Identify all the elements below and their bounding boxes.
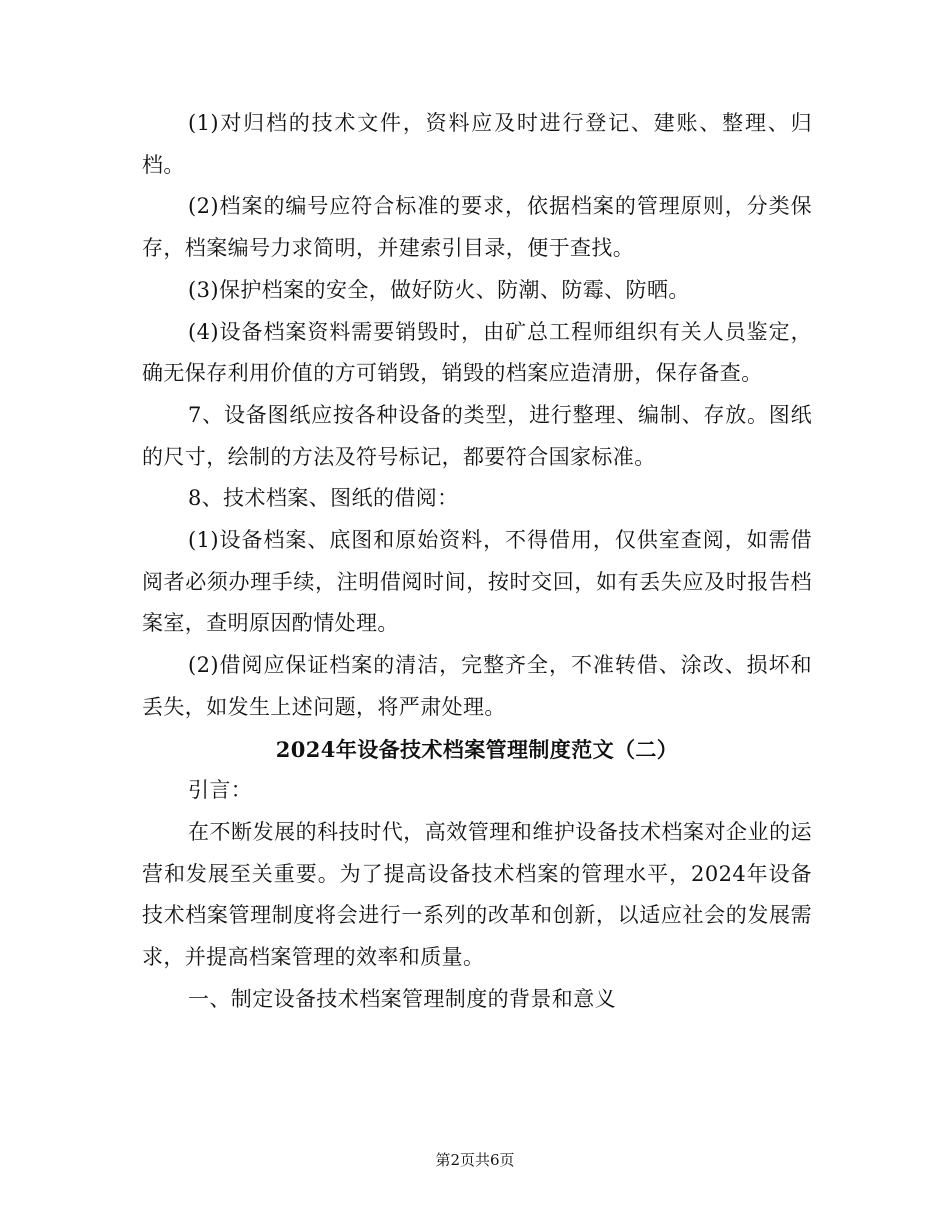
paragraph-borrowing-heading: 8、技术档案、图纸的借阅： <box>188 486 459 511</box>
page-number-footer: 第2页共6页 <box>435 1151 515 1169</box>
paragraph-archive-destruction: (4)设备档案资料需要销毁时，由矿总工程师组织有关人员鉴定，确无保存利用价值的方可销毁，销毁的档案应造清册，保存备查。 <box>142 319 812 386</box>
paragraph-borrowing-care: (2)借阅应保证档案的清洁，完整齐全，不准转借、涂改、损坏和丢失，如发生上述问题，将严肃处理。 <box>142 653 812 719</box>
paragraph-intro-body: 在不断发展的科技时代，高效管理和维护设备技术档案对企业的运营和发展至关重要。为了提高设备技术档案的管理水平，2024年设备技术档案管理制度将会进行一系列的改革和创新，以适应社会的发展需求，并提高档案管理的效率和质量。 <box>142 819 812 970</box>
paragraph-archive-safety: (3)保护档案的安全，做好防火、防潮、防霉、防晒。 <box>188 277 690 302</box>
paragraph-section-one-title: 一、制定设备技术档案管理制度的背景和意义 <box>188 986 616 1011</box>
paragraph-drawings-storage: 7、设备图纸应按各种设备的类型，进行整理、编制、存放。图纸的尺寸，绘制的方法及符号标记，都要符合国家标准。 <box>142 402 812 469</box>
paragraph-archive-numbering: (2)档案的编号应符合标准的要求，依据档案的管理原则，分类保存，档案编号力求简明，并建索引目录，便于查找。 <box>142 194 812 261</box>
paragraph-archive-registration: (1)对归档的技术文件，资料应及时进行登记、建账、整理、归档。 <box>142 111 812 177</box>
paragraph-intro-label: 引言： <box>188 778 253 803</box>
section-title: 2024年设备技术档案管理制度范文（二） <box>275 736 679 762</box>
paragraph-borrowing-rules: (1)设备档案、底图和原始资料，不得借用，仅供室查阅，如需借阅者必须办理手续，注明借阅时间，按时交回，如有丢失应及时报告档案室，查明原因酌情处理。 <box>142 528 812 636</box>
document-page <box>142 103 812 1020</box>
